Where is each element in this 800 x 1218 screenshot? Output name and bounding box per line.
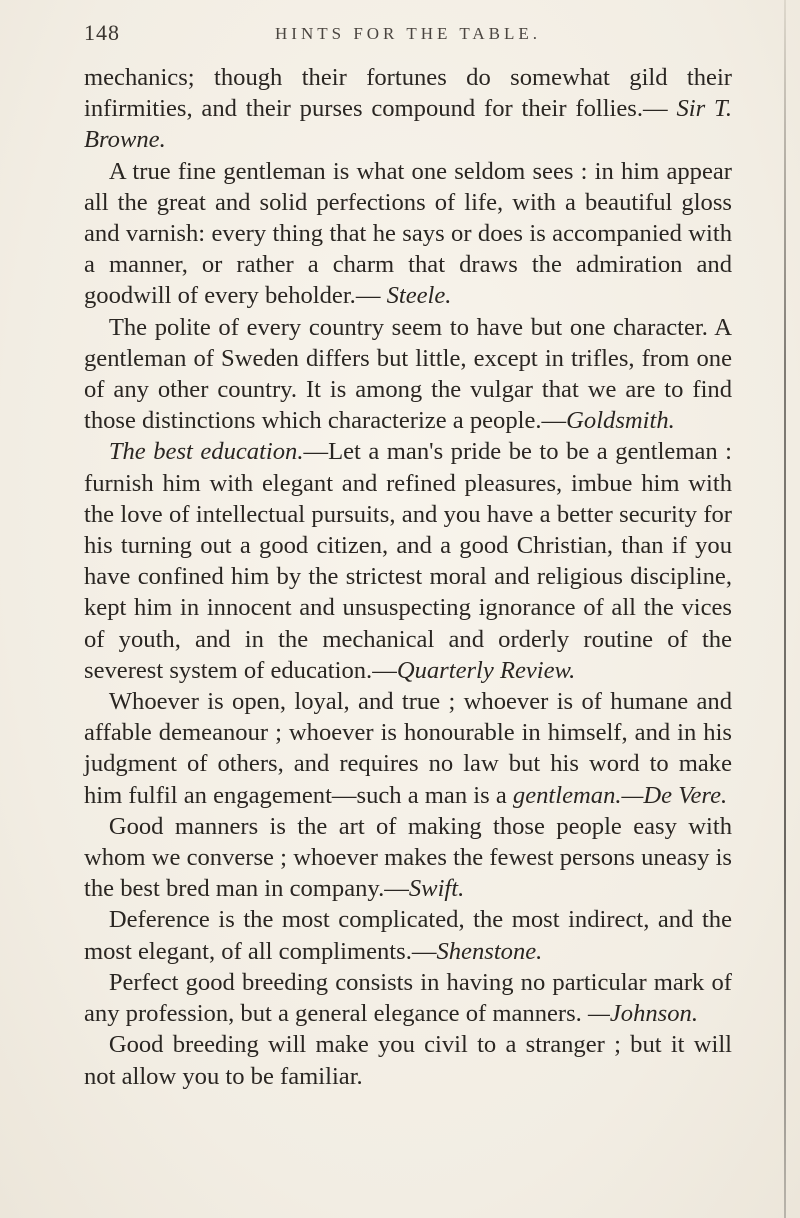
attribution: Shenstone. (436, 937, 543, 965)
passage-quarterly (84, 436, 732, 686)
running-title: HINTS FOR THE TABLE. (275, 24, 541, 43)
attribution: —De Vere. (621, 781, 728, 809)
passage-text: A true fine gentleman is what one seldom sees : in him appear all the great and solid perfections of life, with a beautiful gloss and varnish: every thing that he says or does is accompanied with a manner, or rather a charm that draws the admiration and goodwill of every beholder.— (84, 157, 732, 310)
passage-text: Whoever is open, loyal, and true ; whoever is of humane and affable demeanour ; whoever is honourable in himself, and in his judgment of others, and requires no law but his word to make him fulfil an engagement—such a man is a (84, 688, 732, 809)
body-text (84, 62, 732, 1092)
passage-text: The polite of every country seem to have but one character. A gentleman of Sweden differs but little, except in trifles, from one of any other country. It is among the vulgar that we are to find those distinctions which characterize a people.— (84, 313, 732, 435)
passage-text: Deference is the most complicated, the most indirect, and the most elegant, of all compliments.— (84, 906, 732, 965)
attribution: —Johnson. (587, 1000, 698, 1028)
attribution: Goldsmith. (566, 407, 675, 435)
passage-steele (84, 156, 732, 312)
attribution: Sir T. Browne. (84, 95, 732, 154)
passage-lead: The best education. (108, 438, 304, 466)
passage-text: —Let a man's pride be to be a gentleman : furnish him with elegant and refined pleasures, imbue him with the love of intellectual pursuits, and you have a better security for his turning out a good citizen, and a good Christian, than if you have confined him by the strictest moral and religious discipline, kept him in innocent and unsuspecting ignorance of all the vices of youth, and in the mechanical and orderly routine of the severest system of education.— (84, 438, 733, 684)
passage-johnson (84, 967, 732, 1029)
passage-de-vere (84, 686, 732, 811)
passage-emphasis: gentleman. (512, 781, 622, 809)
passage-goldsmith (84, 312, 732, 437)
passage-good-breeding (84, 1029, 732, 1091)
attribution: Swift. (408, 875, 465, 903)
passage-text: mechanics; though their fortunes do somewhat gild their infirmities, and their purses compound for their follies.— (84, 64, 732, 123)
running-head (84, 20, 732, 48)
passage-browne (84, 62, 732, 156)
page-number: 148 (84, 20, 120, 45)
page-edge-shadow (784, 0, 786, 1218)
attribution: Steele. (386, 282, 452, 310)
passage-text: Perfect good breeding consists in having no particular mark of any profession, but a general elegance of manners. (84, 968, 732, 1028)
attribution: Quarterly Review. (396, 656, 576, 684)
passage-shenstone (84, 904, 732, 966)
passage-text: Good manners is the art of making those people easy with whom we converse ; whoever makes the fewest persons uneasy is the best bred man in company.— (84, 812, 732, 903)
passage-swift (84, 811, 732, 905)
passage-text: Good breeding will make you civil to a stranger ; but it will not allow you to be familiar. (84, 1031, 732, 1090)
